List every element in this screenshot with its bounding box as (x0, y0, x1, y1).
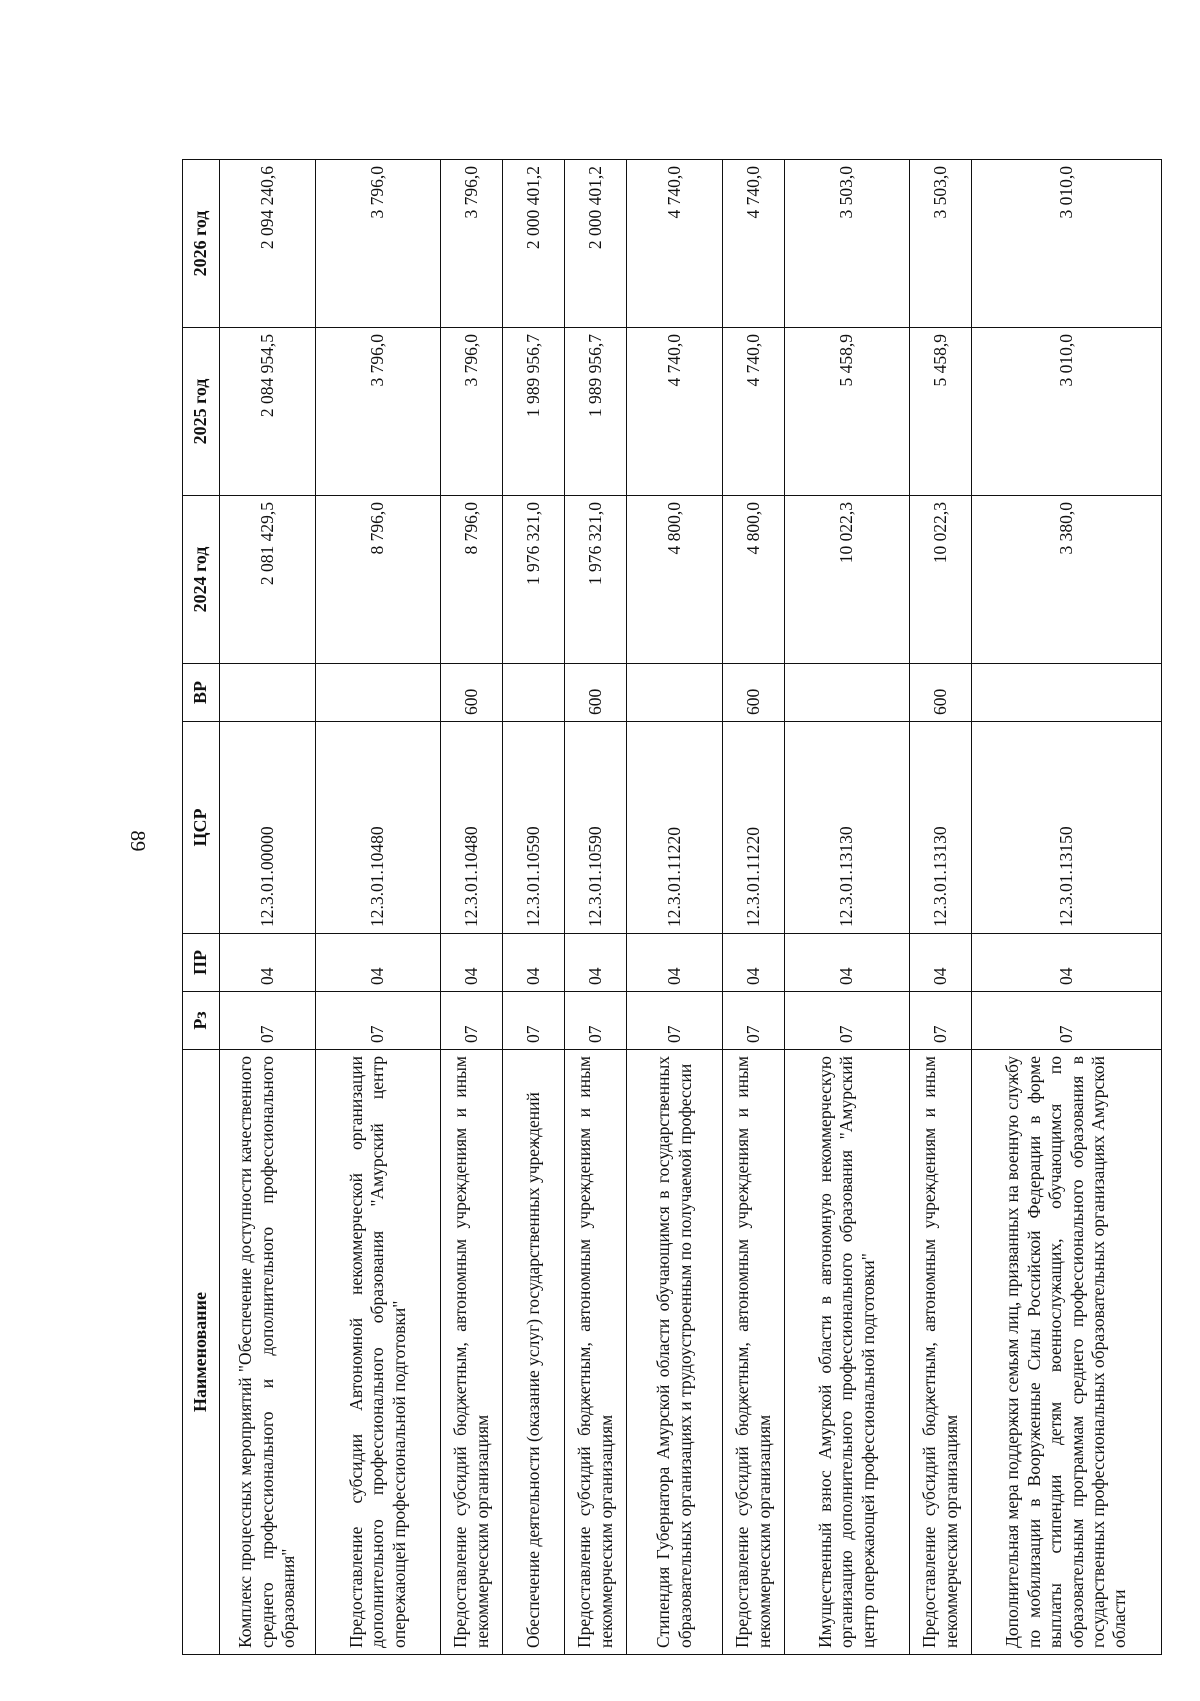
table-row (220, 160, 316, 1655)
header-vr: ВР (183, 664, 220, 722)
row-2026: 3 796,0 (441, 160, 503, 328)
row-rz: 07 (627, 992, 723, 1050)
header-name: Наименование (183, 1050, 220, 1655)
row-pr: 04 (503, 934, 565, 992)
row-2024: 10 022,3 (785, 496, 910, 664)
header-2025: 2025 год (183, 328, 220, 496)
row-csr: 12.3.01.00000 (220, 722, 316, 934)
row-2024: 4 800,0 (627, 496, 723, 664)
row-2024: 3 380,0 (972, 496, 1162, 664)
row-csr: 12.3.01.11220 (723, 722, 785, 934)
row-2026: 2 000 401,2 (503, 160, 565, 328)
table-row (316, 160, 441, 1655)
row-pr: 04 (565, 934, 627, 992)
header-pr: ПР (183, 934, 220, 992)
row-2025: 4 740,0 (723, 328, 785, 496)
table-row (785, 160, 910, 1655)
row-2026: 4 740,0 (723, 160, 785, 328)
row-2025: 2 084 954,5 (220, 328, 316, 496)
row-2024: 10 022,3 (910, 496, 972, 664)
row-csr: 12.3.01.10590 (503, 722, 565, 934)
row-rz: 07 (220, 992, 316, 1050)
header-2024: 2024 год (183, 496, 220, 664)
row-vr: 600 (910, 664, 972, 722)
row-rz: 07 (565, 992, 627, 1050)
row-2024: 1 976 321,0 (565, 496, 627, 664)
row-vr: 600 (723, 664, 785, 722)
table-row (503, 160, 565, 1655)
row-csr: 12.3.01.13130 (910, 722, 972, 934)
row-2024: 8 796,0 (316, 496, 441, 664)
row-csr: 12.3.01.10590 (565, 722, 627, 934)
row-vr (316, 664, 441, 722)
row-2024: 2 081 429,5 (220, 496, 316, 664)
row-2025: 1 989 956,7 (503, 328, 565, 496)
header-csr: ЦСР (183, 722, 220, 934)
row-vr (220, 664, 316, 722)
row-vr (785, 664, 910, 722)
row-name: Предоставление субсидий бюджетным, автономным учреждениям и иным некоммерческим организациям (723, 1050, 785, 1655)
row-2024: 4 800,0 (723, 496, 785, 664)
row-rz: 07 (503, 992, 565, 1050)
table-row (441, 160, 503, 1655)
row-name: Предоставление субсидий бюджетным, автономным учреждениям и иным некоммерческим организациям (441, 1050, 503, 1655)
row-csr: 12.3.01.13130 (785, 722, 910, 934)
row-name: Предоставление субсидий бюджетным, автономным учреждениям и иным некоммерческим организациям (910, 1050, 972, 1655)
row-2025: 4 740,0 (627, 328, 723, 496)
table-header-row (183, 160, 220, 1655)
row-pr: 04 (723, 934, 785, 992)
row-2026: 3 503,0 (785, 160, 910, 328)
row-rz: 07 (723, 992, 785, 1050)
row-csr: 12.3.01.11220 (627, 722, 723, 934)
budget-table (182, 159, 1162, 1655)
row-2025: 3 796,0 (316, 328, 441, 496)
row-rz: 07 (972, 992, 1162, 1050)
row-pr: 04 (627, 934, 723, 992)
row-csr: 12.3.01.10480 (316, 722, 441, 934)
row-name: Предоставление субсидий бюджетным, автономным учреждениям и иным некоммерческим организациям (565, 1050, 627, 1655)
row-name: Стипендия Губернатора Амурской области обучающимся в государственных образовательных организациях и трудоустроенным по получаемой профессии (627, 1050, 723, 1655)
row-csr: 12.3.01.10480 (441, 722, 503, 934)
row-2026: 4 740,0 (627, 160, 723, 328)
row-2025: 3 010,0 (972, 328, 1162, 496)
row-rz: 07 (785, 992, 910, 1050)
row-rz: 07 (910, 992, 972, 1050)
table-row (972, 160, 1162, 1655)
row-name: Обеспечение деятельности (оказание услуг) государственных учреждений (503, 1050, 565, 1655)
row-name: Предоставление субсидии Автономной некоммерческой организации дополнительного профессионального образования "Амурский центр опережающей профессиональной подготовки" (316, 1050, 441, 1655)
row-2026: 3 503,0 (910, 160, 972, 328)
row-csr: 12.3.01.13150 (972, 722, 1162, 934)
row-pr: 04 (441, 934, 503, 992)
row-pr: 04 (972, 934, 1162, 992)
row-2026: 3 796,0 (316, 160, 441, 328)
row-pr: 04 (220, 934, 316, 992)
row-2026: 2 000 401,2 (565, 160, 627, 328)
row-vr (972, 664, 1162, 722)
row-2024: 8 796,0 (441, 496, 503, 664)
row-rz: 07 (441, 992, 503, 1050)
row-2026: 3 010,0 (972, 160, 1162, 328)
row-2025: 1 989 956,7 (565, 328, 627, 496)
row-2025: 5 458,9 (785, 328, 910, 496)
row-pr: 04 (316, 934, 441, 992)
table-row (723, 160, 785, 1655)
row-name: Дополнительная мера поддержки семьям лиц, призванных на военную службу по мобилизации в Вооруженные Силы Российской Федерации в форме выплаты стипендии детям военнослужащих, обучающимся по образовательным программам среднего профессионального образования в государственных профессиональных образовательных организациях Амурской области (972, 1050, 1162, 1655)
header-2026: 2026 год (183, 160, 220, 328)
row-vr (503, 664, 565, 722)
row-vr: 600 (565, 664, 627, 722)
table-row (627, 160, 723, 1655)
row-vr: 600 (441, 664, 503, 722)
row-2025: 3 796,0 (441, 328, 503, 496)
row-pr: 04 (785, 934, 910, 992)
row-2024: 1 976 321,0 (503, 496, 565, 664)
table-row (910, 160, 972, 1655)
row-pr: 04 (910, 934, 972, 992)
rotated-table-container (182, 160, 1130, 1655)
row-name: Имущественный взнос Амурской области в автономную некоммерческую организацию дополнительного профессионального образования "Амурский центр опережающей профессиональной подготовки" (785, 1050, 910, 1655)
page-number: 89 (126, 830, 150, 852)
table-row (565, 160, 627, 1655)
row-2026: 2 094 240,6 (220, 160, 316, 328)
row-vr (627, 664, 723, 722)
row-rz: 07 (316, 992, 441, 1050)
row-2025: 5 458,9 (910, 328, 972, 496)
row-name: Комплекс процессных мероприятий "Обеспечение доступности качественного среднего профессионального и дополнительного профессионального образования" (220, 1050, 316, 1655)
header-rz: Рз (183, 992, 220, 1050)
